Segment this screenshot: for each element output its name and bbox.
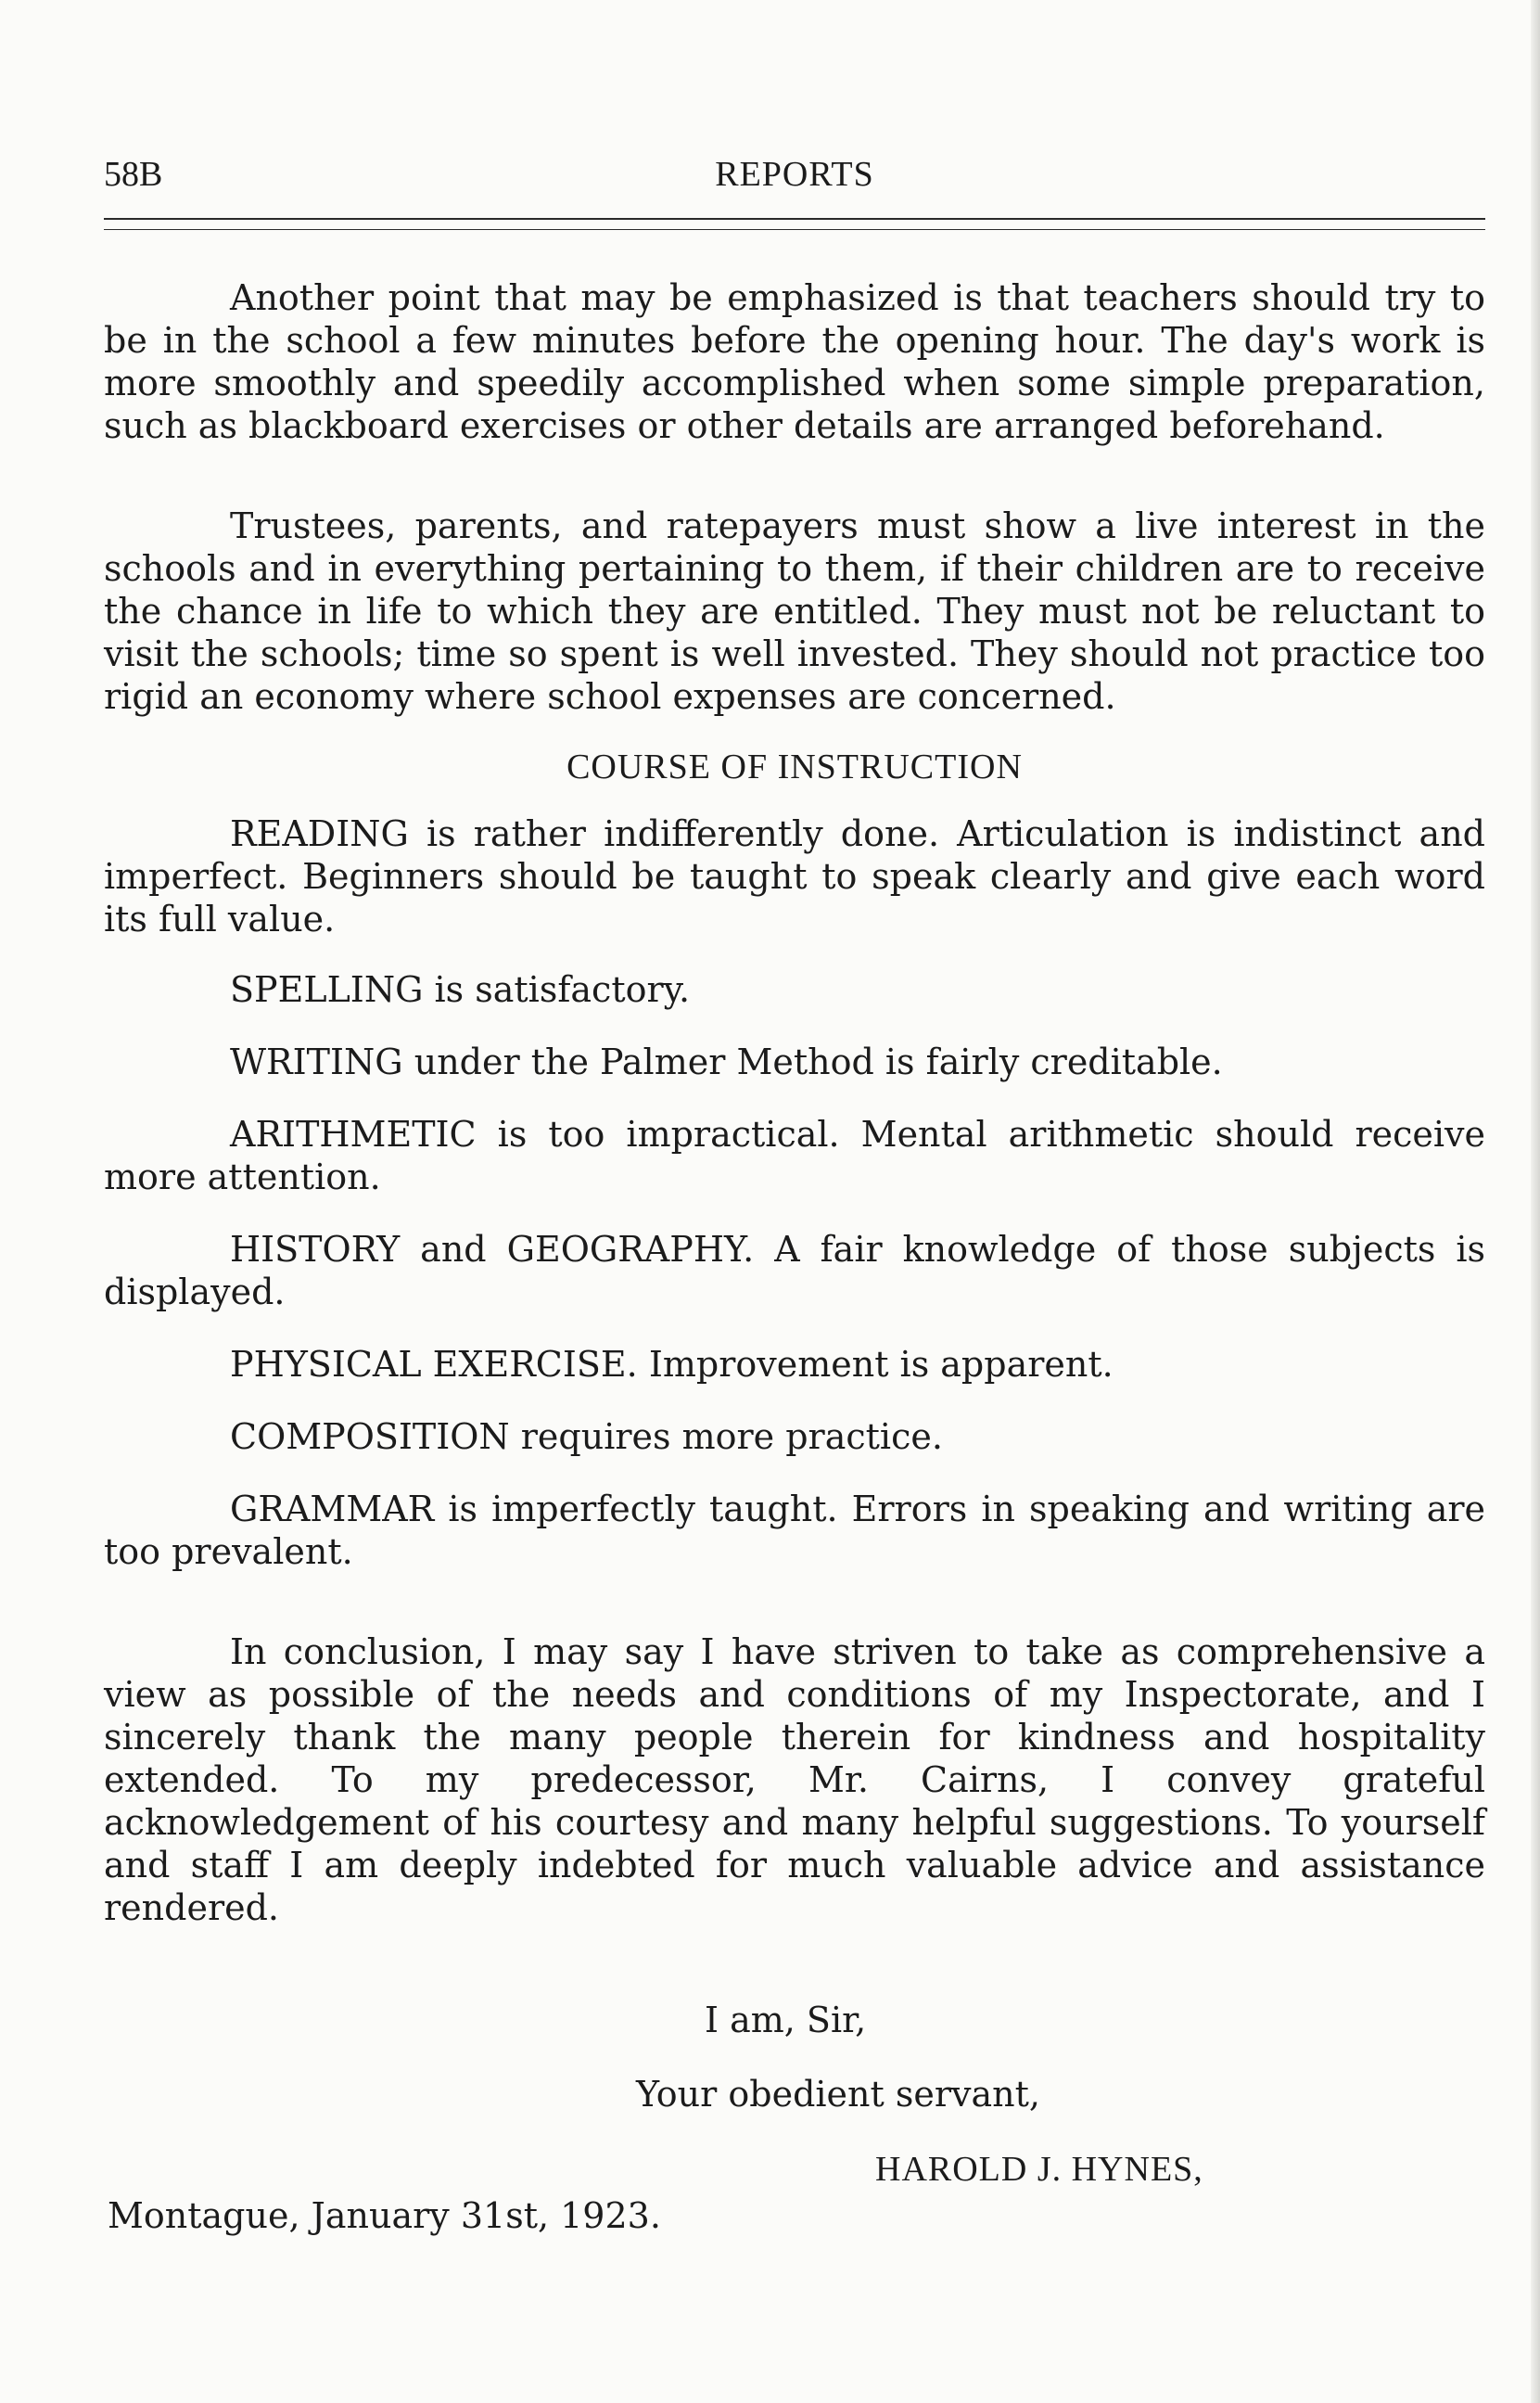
subject-arithmetic: ARITHMETIC is too impractical. Mental arithmetic should receive more attention. xyxy=(104,1114,1485,1197)
subject-history-geography: HISTORY and GEOGRAPHY. A fair knowledge of those subjects is displayed. xyxy=(104,1229,1485,1312)
paragraph-teachers-punctuality: Another point that may be emphasized is that teachers should try to be in the school a few minutes before the opening hour. The day's work is more smoothly and speedily accomplished when some simple preparation, such as blackboard exercises or other details are arranged beforehand. xyxy=(104,277,1485,446)
paragraph-trustees-parents: Trustees, parents, and ratepayers must show a live interest in the schools and in everything pertaining to them, if their children are to receive the chance in life to which they are entitled. They must not be reluctant to visit the schools; time so spent is well invested. They should not practice too rigid an economy where school expenses are concerned. xyxy=(104,505,1485,717)
subject-reading: READING is rather indifferently done. Articulation is indistinct and imperfect. Beginners should be taught to speak clearly and give each word its full value. xyxy=(104,813,1485,939)
signature: HAROLD J. HYNES, xyxy=(875,2150,1203,2189)
subject-writing: WRITING under the Palmer Method is fairly creditable. xyxy=(230,1042,1223,1082)
section-heading: COURSE OF INSTRUCTION xyxy=(566,748,1023,786)
report-body xyxy=(104,276,1485,1957)
subject-spelling: SPELLING is satisfactory. xyxy=(230,969,691,1010)
header-rule-bottom xyxy=(104,229,1485,230)
page-header xyxy=(104,153,1485,199)
subject-physical-exercise: PHYSICAL EXERCISE. Improvement is apparent. xyxy=(230,1344,1114,1385)
header-rule-top xyxy=(104,218,1485,220)
page-number: 58B xyxy=(104,155,163,194)
subject-grammar: GRAMMAR is imperfectly taught. Errors in speaking and writing are too prevalent. xyxy=(104,1489,1485,1572)
running-title: REPORTS xyxy=(715,155,874,194)
complimentary-close: Your obedient servant, xyxy=(636,2074,1040,2115)
salutation: I am, Sir, xyxy=(705,2000,867,2040)
paragraph-conclusion: In conclusion, I may say I have striven to take as comprehensive a view as possible of the needs and conditions of my Inspectorate, and I sincerely thank the many people therein for kindness and hospitality extended. To my predecessor, Mr. Cairns, I convey grateful acknowledgement of his courtesy and many helpful suggestions. To yourself and staff I am deeply indebted for much valuable advice and assistance rendered. xyxy=(104,1631,1485,1928)
page-edge-shadow xyxy=(1531,0,1540,2403)
subject-composition: COMPOSITION requires more practice. xyxy=(230,1416,943,1457)
dateline: Montague, January 31st, 1923. xyxy=(108,2195,661,2236)
